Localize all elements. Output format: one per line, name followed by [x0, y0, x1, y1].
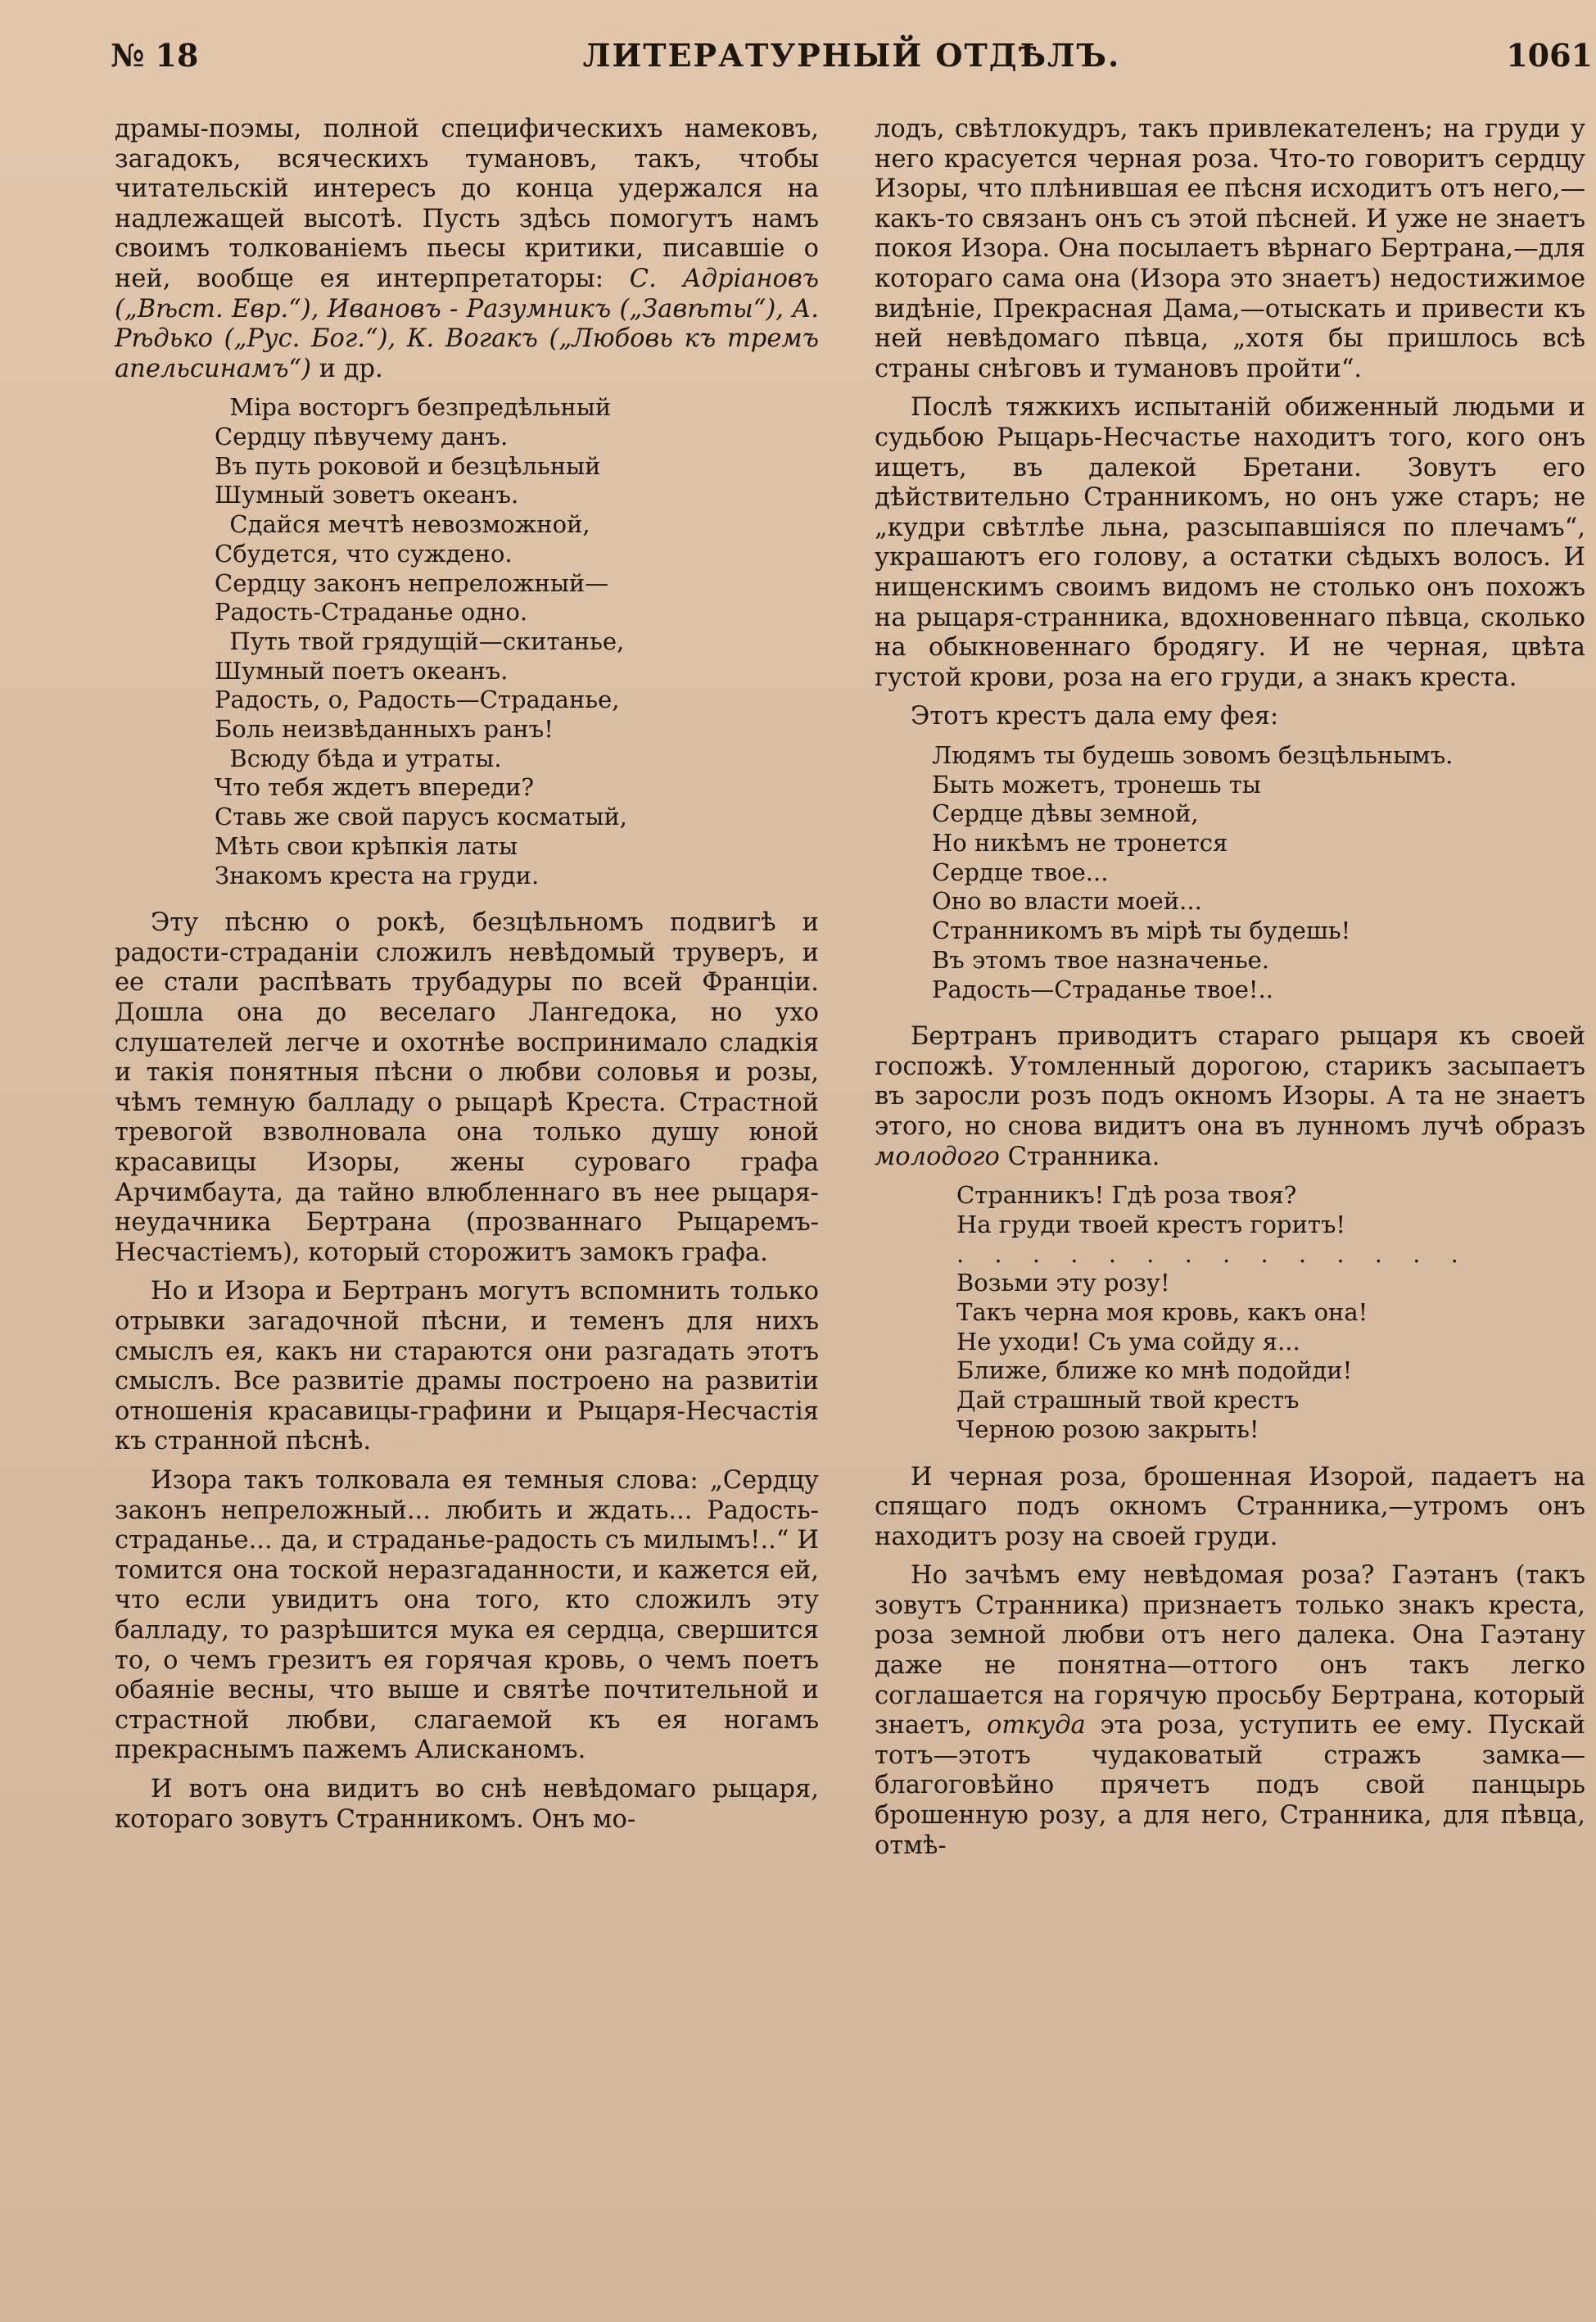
verse-line: Боль неизвѣданныхъ ранъ!: [215, 715, 554, 744]
paragraph: Послѣ тяжкихъ испытаній обиженный людьми и судьбою Рыцарь-Несчастье находитъ того, кого онъ ищетъ, въ далекой Бретани. Зовутъ его дѣйствительно Странникомъ, но онъ уже старъ; не „кудри свѣтлѣе льна, разсыпавшіяся по плечамъ“, украшаютъ его голову, а остатки сѣдыхъ волосъ. И нищенскимъ своимъ видомъ не столько онъ похожъ на рыцаря-странника, вдохновеннаго пѣвца, сколько на обыкновеннаго бродягу. И не черная, цвѣта густой крови, роза на его груди, а знакъ креста.: [875, 393, 1585, 692]
verse-line: Сердцу законъ непреложный—: [215, 568, 609, 597]
critics-references: С. Адріановъ („Вѣст. Евр.“), Ивановъ - Разумникъ („Завѣты“), А. Рѣдько („Рус. Бог.“), К. Вогакъ („Любовь къ тремъ апельсинамъ“): [115, 264, 819, 383]
paragraph-text: драмы-поэмы, полной специфическихъ намековъ, загадокъ, всяческихъ тумановъ, такъ, чтобы читательскій интересъ до конца удержался на надлежащей высотѣ. Пусть здѣсь помогутъ намъ своимъ толкованіемъ пьесы критики, писавшіе о ней, вообще ея интерпретаторы:: [115, 115, 819, 293]
paragraph-text: Но зачѣмъ ему невѣдомая роза? Гаэтанъ (такъ зовутъ Странника) признаетъ только знакъ креста, роза земной любви отъ него далека. Она Гаэтану даже не понятна—оттого онъ такъ легко соглашается на горячую просьбу Бертрана, который знаетъ,: [875, 1561, 1585, 1740]
paragraph: Этотъ крестъ дала ему фея:: [911, 702, 1279, 731]
emphasis: молодого: [875, 1142, 1000, 1171]
verse-line: Путь твой грядущій—скитанье,: [215, 627, 625, 655]
verse-line: Въ этомъ твое назначенье.: [932, 945, 1270, 974]
paragraph: лодъ, свѣтлокудръ, такъ привлекателенъ; на груди у него красуется черная роза. Что-то говоритъ сердцу Изоры, что плѣнившая ее пѣсня исходитъ отъ него,—какъ-то связанъ онъ съ этой пѣсней. И уже не знаетъ покоя Изора. Она посылаетъ вѣрнаго Бертрана,—для котораго сама она (Изора это знаетъ) недостижимое видѣніе, Прекрасная Дама,—отыскать и привести къ ней невѣдомаго пѣвца, „хотя бы пришлось всѣ страны снѣговъ и тумановъ пройти“.: [875, 115, 1585, 383]
paragraph: Эту пѣсню о рокѣ, безцѣльномъ подвигѣ и радости-страданіи сложилъ невѣдомый труверъ, и ее стали распѣвать трубадуры по всей Франціи. Дошла она до веселаго Лангедока, но ухо слушателей легче и охотнѣе воспринимало сладкія и такія понятныя пѣсни о любви соловья и розы, чѣмъ темную балладу о рыцарѣ Креста. Страстной тревогой взволновала она только душу юной красавицы Изоры, жены суроваго графа Арчимбаута, да тайно влюбленнаго въ нее рыцаря-неудачника Бертрана (прозваннаго Рыцаремъ-Несчастіемъ), который сторожитъ замокъ графа.: [115, 908, 819, 1267]
verse-line: Но никѣмъ не тронется: [932, 828, 1228, 857]
verse-line: Шумный поетъ океанъ.: [215, 656, 509, 685]
verse-line: Сердцу пѣвучему данъ.: [215, 423, 509, 451]
verse-line: Всюду бѣда и утраты.: [215, 744, 502, 772]
paragraph: [875, 1561, 1585, 1861]
emphasis: откуда: [987, 1711, 1086, 1740]
section-title: ЛИТЕРАТУРНЫЙ ОТДѢЛЪ.: [582, 37, 1121, 74]
verse-line: Странникомъ въ мірѣ ты будешь!: [932, 917, 1351, 945]
verse-line: Радость—Страданье твое!..: [932, 975, 1274, 1003]
page-header: [111, 29, 1593, 82]
right-column: [875, 115, 1585, 1870]
verse-line: Сердце дѣвы земной,: [932, 799, 1199, 828]
verse-line: Міра восторгъ безпредѣльный: [215, 393, 612, 422]
page-number: 1061: [1506, 37, 1593, 74]
fairy-verse: [875, 741, 1585, 1004]
verse-line: Оно во власти моей...: [932, 887, 1202, 916]
song-verse: [115, 393, 819, 890]
verse-line: Странникъ! Гдѣ роза твоя?: [956, 1181, 1297, 1210]
verse-line: Въ путь роковой и безцѣльный: [215, 451, 601, 480]
verse-line: Сбудется, что суждено.: [215, 539, 513, 568]
paragraph-text: Странника.: [999, 1142, 1160, 1171]
paragraph: И черная роза, брошенная Изорой, падаетъ на спящаго подъ окномъ Странника,—утромъ онъ находитъ розу на своей груди.: [875, 1462, 1585, 1551]
paragraph: Но и Изора и Бертранъ могутъ вспомнить только отрывки загадочной пѣсни, и теменъ для нихъ смыслъ ея, какъ ни стараются они разгадать этотъ смыслъ. Все развитіе драмы построено на развитіи отношенія красавицы-графини и Рыцаря-Несчастія къ странной пѣснѣ.: [115, 1277, 819, 1456]
verse-line: Черною розою закрыть!: [956, 1414, 1259, 1443]
paragraph: И вотъ она видитъ во снѣ невѣдомаго рыцаря, котораго зовутъ Странникомъ. Онъ мо-: [115, 1774, 819, 1834]
paragraph-text: эта роза, уступить ее ему. Пускай тотъ—этотъ чудаковатый стражъ замка—благоговѣйно прячетъ подъ свой панцырь брошенную розу, а для него, Странника, для пѣвца, отмѣ-: [875, 1711, 1585, 1860]
verse-line: Шумный зоветъ океанъ.: [215, 481, 519, 509]
verse-line: Людямъ ты будешь зовомъ безцѣльнымъ.: [932, 740, 1454, 769]
verse-line: Возьми эту розу!: [956, 1269, 1170, 1297]
verse-line: Ближе, ближе ко мнѣ подойди!: [956, 1356, 1353, 1385]
paragraph-text: Бертранъ приводитъ стараго рыцаря къ своей госпожѣ. Утомленный дорогою, старикъ засыпаетъ въ заросли розъ подъ окномъ Изоры. А та не знаетъ этого, но снова видитъ она въ лунномъ лучѣ образъ: [875, 1022, 1585, 1141]
verse-line: Знакомъ креста на груди.: [215, 861, 540, 889]
verse-line: Быть можетъ, тронешь ты: [932, 770, 1261, 799]
verse-line: Что тебя ждетъ впереди?: [215, 773, 534, 802]
verse-line: Ставь же свой парусъ косматый,: [215, 803, 627, 831]
paragraph: Изора такъ толковала ея темныя слова: „Сердцу законъ непреложный... любить и ждать... Радость-страданье... да, и страданье-радость съ милымъ!..“ И томится она тоской неразгаданности, и кажется ей, что если увидитъ она того, кто сложилъ эту балладу, то разрѣшится мука ея сердца, свершится то, о чемъ грезитъ ея горячая кровь, о чемъ поетъ обаяніе весны, что выше и святѣе почтительной и страстной любви, слагаемой къ ея ногамъ прекраснымъ пажемъ Алисканомъ.: [115, 1465, 819, 1765]
isora-verse: [875, 1181, 1585, 1444]
verse-line: Радость-Страданье одно.: [215, 598, 528, 627]
paragraph: [875, 1022, 1585, 1172]
issue-number: № 18: [111, 37, 199, 74]
paragraph-text: и др.: [311, 354, 383, 383]
verse-line: Сдайся мечтѣ невозможной,: [215, 510, 590, 539]
verse-line: Дай страшный твой крестъ: [956, 1386, 1300, 1414]
left-column: [115, 115, 819, 1844]
ellipsis-divider: . . . . . . . . . . . . . .: [956, 1239, 1470, 1268]
verse-line: Мѣть свои крѣпкія латы: [215, 831, 518, 860]
verse-line: Такъ черна моя кровь, какъ она!: [956, 1297, 1368, 1326]
verse-line: Сердце твое...: [932, 858, 1109, 886]
paragraph: [115, 115, 819, 384]
verse-line: На груди твоей крестъ горитъ!: [956, 1210, 1346, 1238]
verse-line: Не уходи! Съ ума сойду я...: [956, 1327, 1300, 1356]
verse-line: Радость, о, Радость—Страданье,: [215, 686, 620, 714]
